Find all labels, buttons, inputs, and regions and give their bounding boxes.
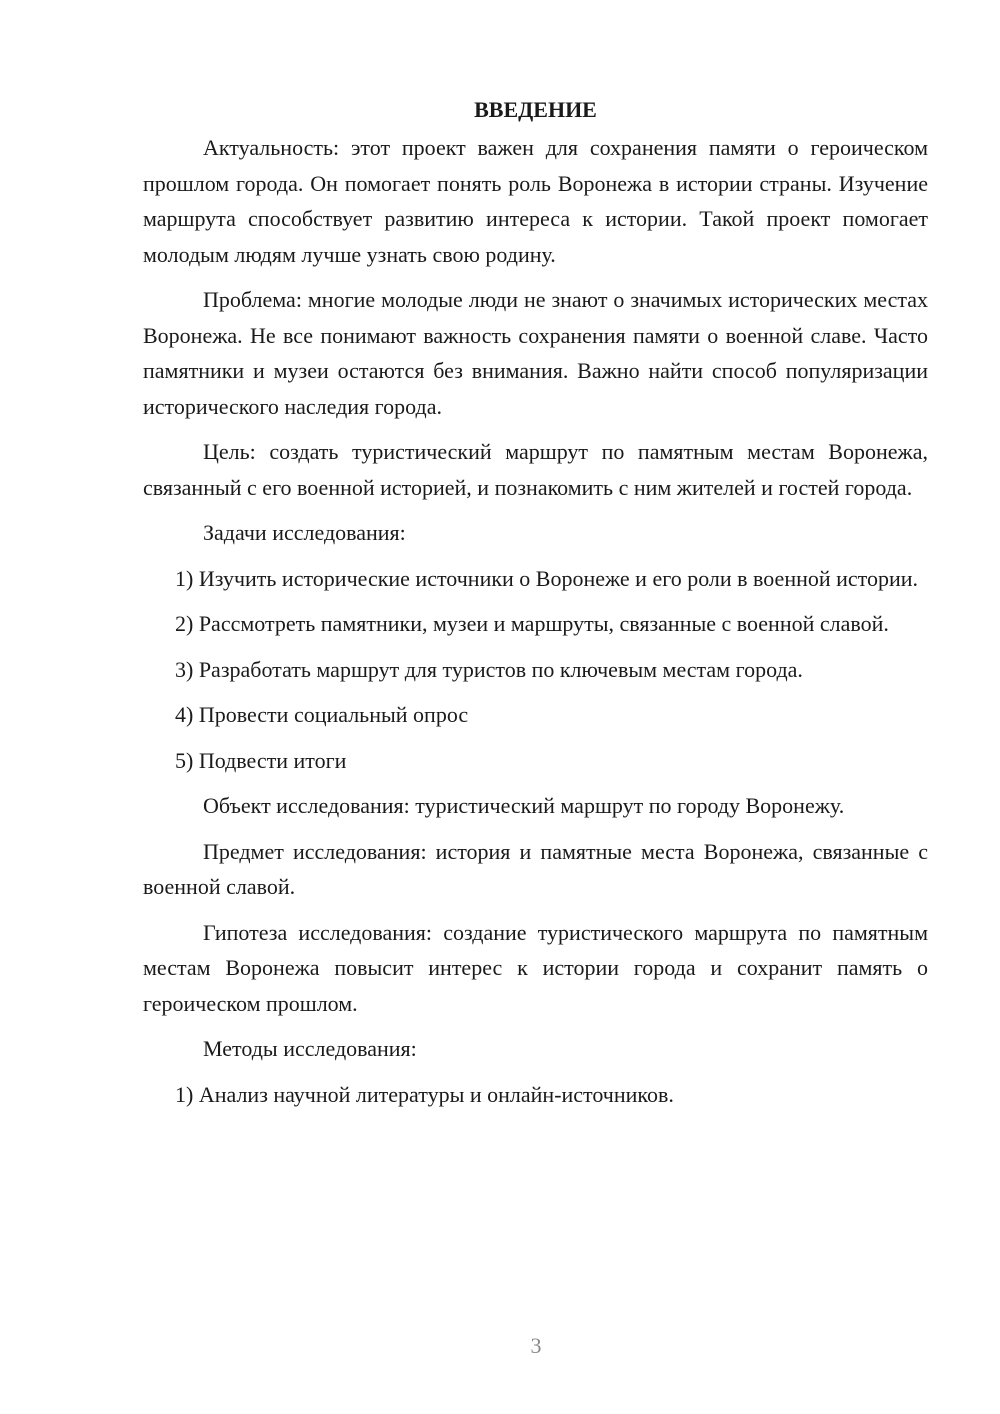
methods-title: Методы исследования: [203, 1036, 417, 1061]
object-paragraph: Объект исследования: туристический маршрут по городу Воронежу. [203, 793, 845, 818]
relevance-paragraph: Актуальность: этот проект важен для сохранения памяти о героическом прошлом города. Он помогает понять роль Воронежа в истории страны. Изучение маршрута способствует развитию интереса к истории. Такой проект помогает молодым людям лучше узнать свою родину. [143, 135, 928, 267]
subject-paragraph: Предмет исследования: история и памятные места Воронежа, связанные с военной славой. [143, 838, 928, 899]
page-number: 3 [530, 1333, 542, 1358]
page-content [143, 94, 928, 1122]
goal-paragraph: Цель: создать туристический маршрут по памятным местам Воронежа, связанный с его военной историей, и познакомить с ним жителей и гостей города. [143, 439, 928, 500]
task-item: 5) Подвести итоги [175, 747, 347, 773]
task-item: 1) Изучить исторические источники о Воронеже и его роли в военной истории. [175, 565, 919, 591]
hypothesis-paragraph: Гипотеза исследования: создание туристического маршрута по памятным местам Воронежа повысит интерес к истории города и сохранит память о героическом прошлом. [143, 919, 928, 1016]
tasks-title: Задачи исследования: [203, 520, 406, 545]
task-item: 3) Разработать маршрут для туристов по ключевым местам города. [175, 656, 803, 682]
section-heading: ВВЕДЕНИЕ [474, 97, 597, 122]
problem-paragraph: Проблема: многие молодые люди не знают о значимых исторических местах Воронежа. Не все понимают важность сохранения памяти о военной славе. Часто памятники и музеи остаются без внимания. Важно найти способ популяризации исторического наследия города. [143, 287, 928, 419]
method-item: 1) Анализ научной литературы и онлайн-источников. [175, 1081, 674, 1107]
task-item: 4) Провести социальный опрос [175, 702, 469, 727]
task-item: 2) Рассмотреть памятники, музеи и маршруты, связанные с военной славой. [175, 611, 889, 636]
